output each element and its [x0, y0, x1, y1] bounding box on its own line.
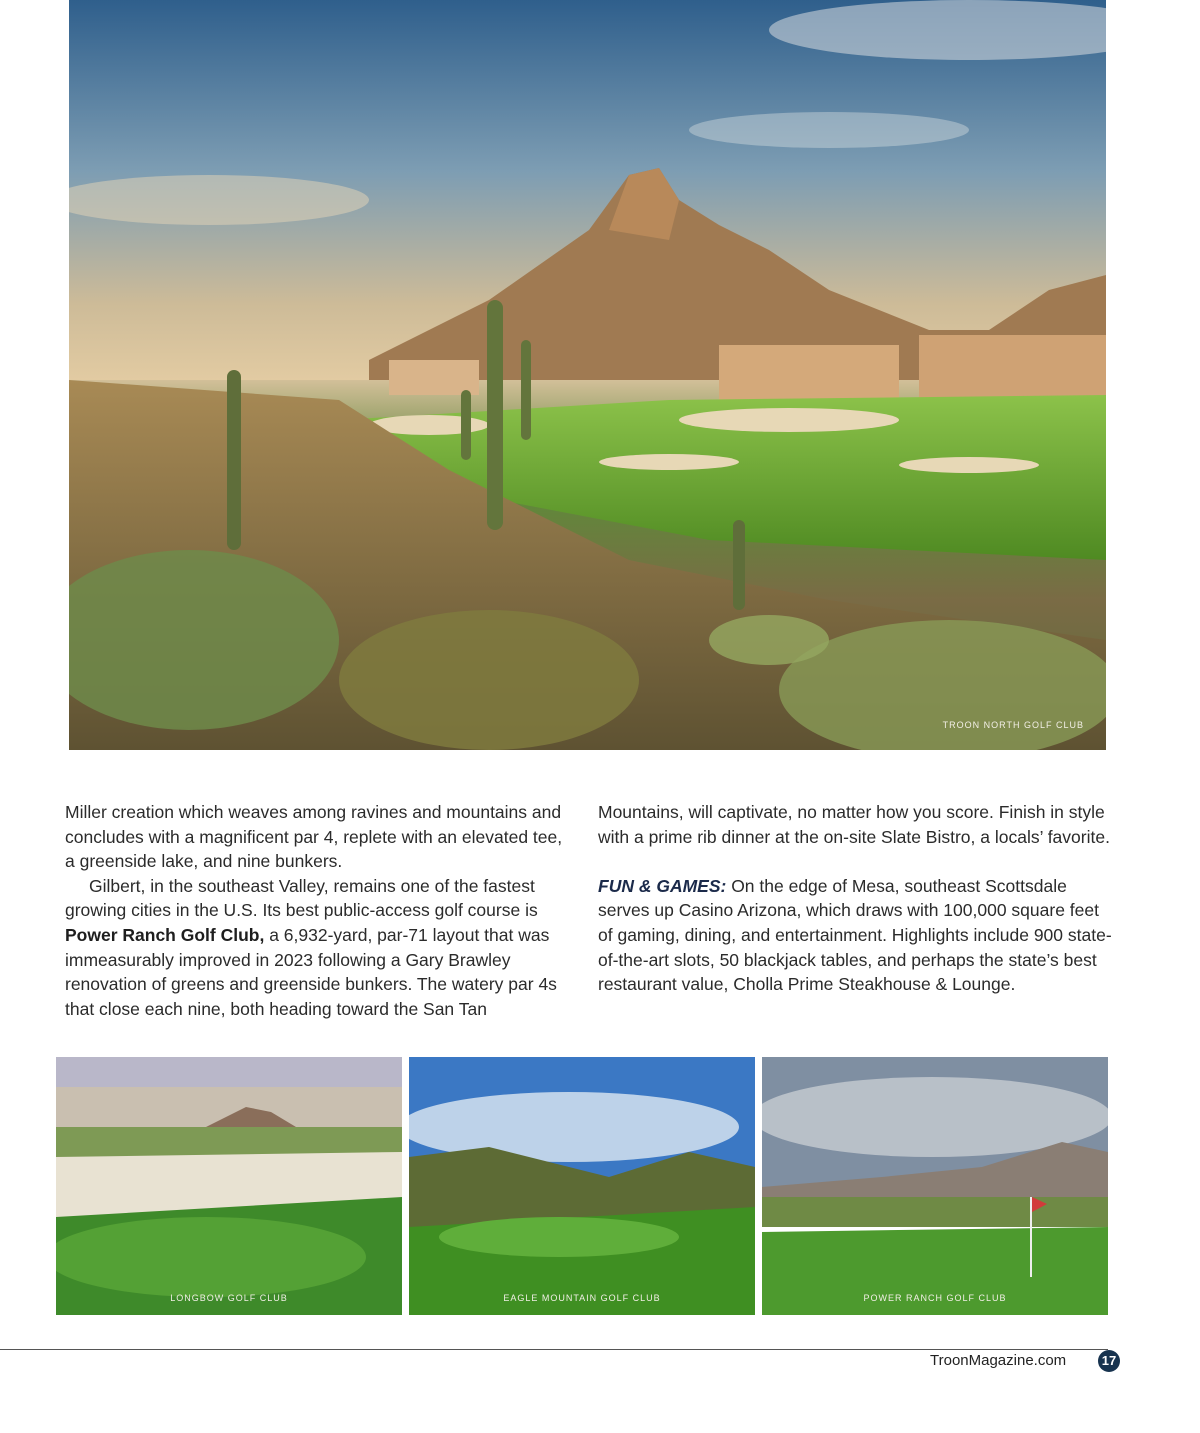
eagle-mountain-course-image — [409, 1057, 755, 1315]
paragraph — [65, 874, 570, 1022]
longbow-course-image — [56, 1057, 402, 1315]
photo-longbow — [56, 1057, 402, 1315]
paragraph — [598, 874, 1113, 997]
paragraph: Miller creation which weaves among ravines and mountains and concludes with a magnificent par 4, replete with an elevated tee, a greenside lake, and nine bunkers. — [65, 802, 563, 872]
power-ranch-course-image — [762, 1057, 1108, 1315]
paragraph-text: Gilbert, in the southeast Valley, remains one of the fastest growing cities in the U.S. Its best public-access golf course is — [65, 875, 538, 921]
article-column-right — [598, 800, 1113, 997]
photo-caption: POWER RANCH GOLF CLUB — [863, 1293, 1007, 1303]
paragraph: Mountains, will captivate, no matter how you score. Finish in style with a prime rib dinner at the on-site Slate Bistro, a locals’ favorite. — [598, 802, 1110, 847]
hero-photo — [69, 0, 1106, 750]
photo-power-ranch — [762, 1057, 1108, 1315]
hero-desert-golf-scene — [69, 0, 1106, 750]
photo-caption: LONGBOW GOLF CLUB — [170, 1293, 288, 1303]
page-number: 17 — [1098, 1350, 1120, 1372]
section-lead: FUN & GAMES: — [598, 875, 727, 896]
paragraph-text: On the edge of Mesa, southeast Scottsdale serves up Casino Arizona, which draws with 100,000 square feet of gaming, dining, and entertainment. Highlights include 900 state-of-the-art slots, 50 blackjack tables, and perhaps the state’s best restaurant value, Cholla Prime Steakhouse & Lounge. — [598, 875, 1112, 995]
club-name: Power Ranch Golf Club, — [65, 924, 265, 945]
footer-rule — [0, 1349, 1108, 1350]
photo-eagle-mountain — [409, 1057, 755, 1315]
article-column-left — [65, 800, 570, 1021]
paragraph-text: a 6,932-yard, par-71 layout that was immeasurably improved in 2023 following a Gary Brawley renovation of greens and greenside bunkers. The watery par 4s that close each nine, both heading toward the San Tan — [65, 924, 557, 1019]
hero-caption: TROON NORTH GOLF CLUB — [942, 720, 1084, 730]
photo-caption: EAGLE MOUNTAIN GOLF CLUB — [503, 1293, 661, 1303]
footer-website: TroonMagazine.com — [930, 1352, 1067, 1369]
